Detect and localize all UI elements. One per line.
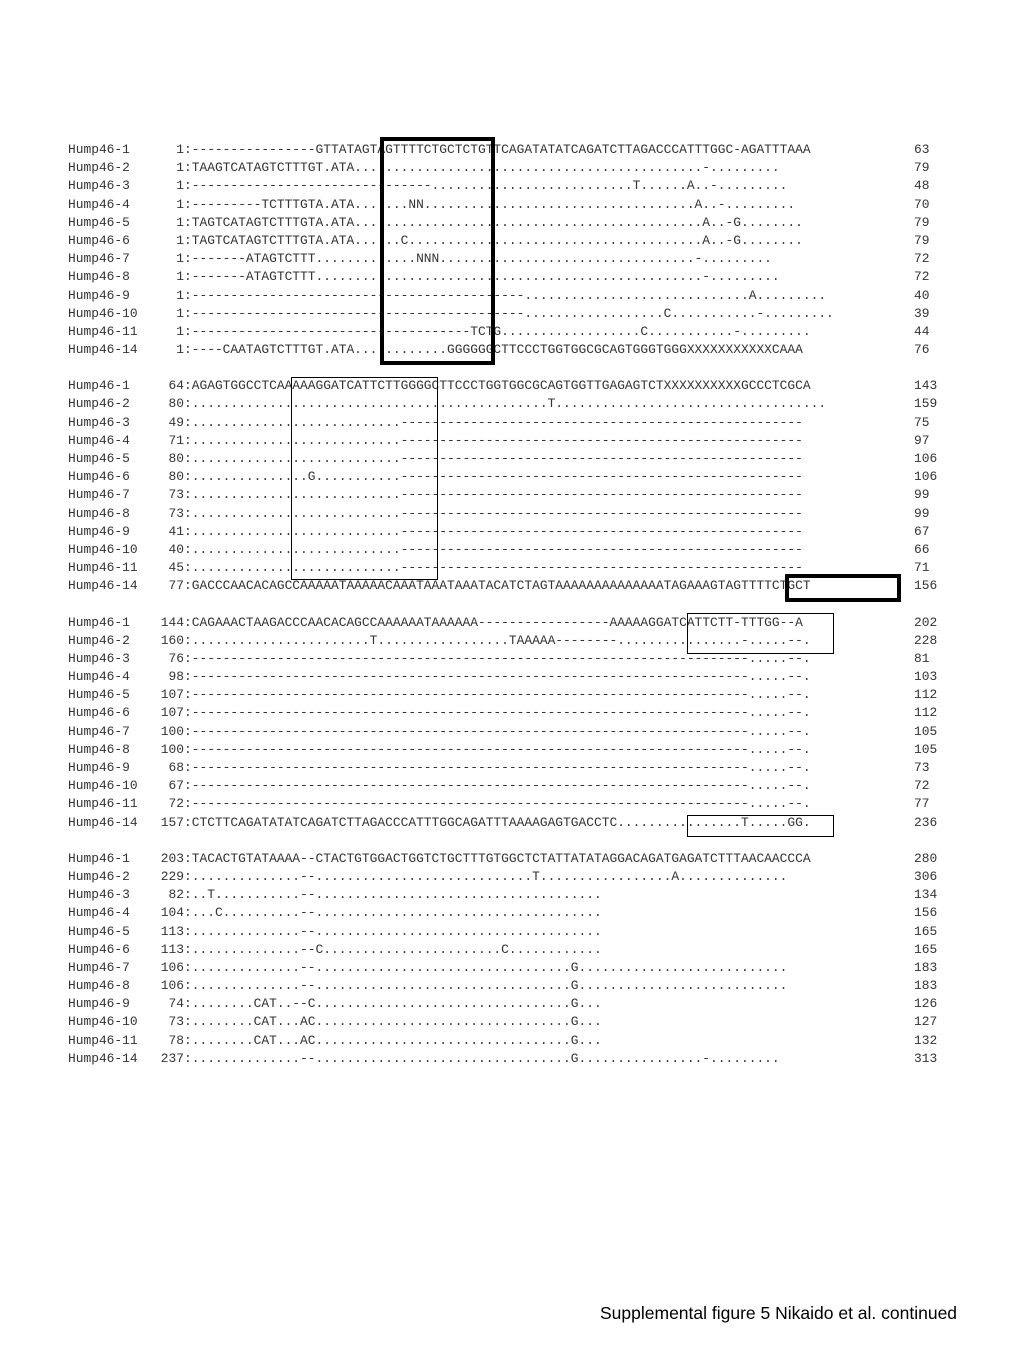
sequence-text: :........CAT...AC.................................G... (184, 1014, 602, 1030)
end-position: 165 (914, 923, 938, 939)
sequence-name: Hump46-8 (68, 269, 130, 285)
start-position: 113 (160, 923, 184, 939)
end-position: 106 (914, 451, 938, 466)
alignment-row (68, 232, 968, 250)
alignment-row (68, 541, 968, 559)
end-position: 76 (914, 342, 930, 358)
alignment-row (68, 886, 968, 904)
start-position: 1 (176, 142, 184, 157)
start-position: 45 (168, 560, 184, 576)
sequence-text: :..............--.................................G........................... (184, 959, 788, 975)
alignment-row (68, 1050, 968, 1068)
alignment-row (68, 214, 968, 232)
sequence-name: Hump46-8 (68, 505, 130, 521)
start-position: 1 (176, 160, 184, 176)
end-position: 132 (914, 1032, 938, 1048)
start-position: 76 (168, 650, 184, 666)
alignment-row (68, 305, 968, 323)
end-position: 156 (914, 578, 938, 594)
alignment-row (68, 287, 968, 305)
alignment-row (68, 868, 968, 886)
sequence-text: :..............--.................................G................-......... (184, 1050, 780, 1066)
start-position: 157 (160, 814, 184, 830)
sequence-name: Hump46-6 (68, 941, 130, 957)
alignment-row (68, 923, 968, 941)
sequence-text: :TAAGTCATAGTCTTTGT.ATA.............................................-......... (184, 160, 780, 176)
sequence-text: :...........................---------------------------------------------------- (184, 414, 803, 430)
start-position: 144 (160, 614, 184, 630)
end-position: 48 (914, 178, 930, 194)
start-position: 80 (168, 451, 184, 466)
start-position: 82 (168, 887, 184, 903)
alignment-row (68, 1032, 968, 1050)
end-position: 127 (914, 1014, 938, 1030)
end-position: 112 (914, 705, 938, 721)
sequence-text: :TAGTCATAGTCTTTGTA.ATA.............................................A..-G........ (184, 214, 803, 230)
start-position: 100 (160, 723, 184, 739)
start-position: 73 (168, 505, 184, 521)
end-position: 99 (914, 505, 930, 521)
sequence-text: :...............G...........---------------------------------------------------- (184, 469, 803, 485)
start-position: 113 (160, 941, 184, 957)
alignment-block (68, 141, 968, 359)
sequence-name: Hump46-9 (68, 523, 130, 539)
alignment-row (68, 1013, 968, 1031)
sequence-text: :...........................---------------------------------------------------- (184, 541, 803, 557)
sequence-text: :-------ATAGTCTTT.............NNN.................................-......... (184, 251, 772, 267)
sequence-name: Hump46-10 (68, 1014, 138, 1030)
alignment-row (68, 432, 968, 450)
end-position: 71 (914, 560, 930, 576)
sequence-name: Hump46-7 (68, 959, 130, 975)
end-position: 63 (914, 142, 930, 157)
alignment-row (68, 486, 968, 504)
sequence-text: :----CAATAGTCTTTGT.ATA............GGGGGGCTTCCCTGGTGGCGCAGTGGGTGGGXXXXXXXXXXXCAAA (184, 342, 803, 358)
end-position: 44 (914, 323, 930, 339)
alignment-row (68, 814, 968, 832)
sequence-name: Hump46-5 (68, 451, 130, 466)
sequence-text: :..............--.................................G........................... (184, 978, 788, 994)
sequence-name: Hump46-14 (68, 578, 138, 594)
sequence-name: Hump46-4 (68, 905, 130, 921)
sequence-name: Hump46-2 (68, 396, 130, 412)
sequence-text: :------------------------------------------------------------------------.....--. (184, 723, 811, 739)
sequence-text: :...C..........--..................................... (184, 905, 602, 921)
sequence-text: :...........................---------------------------------------------------- (184, 451, 803, 466)
start-position: 1 (176, 214, 184, 230)
start-position: 1 (176, 196, 184, 212)
alignment-row (68, 650, 968, 668)
sequence-name: Hump46-1 (68, 142, 130, 157)
end-position: 159 (914, 396, 938, 412)
sequence-name: Hump46-3 (68, 414, 130, 430)
sequence-text: :------------------------------------------------------------------------.....--. (184, 741, 811, 757)
alignment-row (68, 941, 968, 959)
end-position: 79 (914, 214, 930, 230)
end-position: 39 (914, 305, 930, 321)
start-position: 80 (168, 396, 184, 412)
start-position: 107 (160, 705, 184, 721)
end-position: 79 (914, 160, 930, 176)
sequence-text: :..............--C.......................C............ (184, 941, 602, 957)
start-position: 229 (160, 868, 184, 884)
figure-caption: Supplemental figure 5 Nikaido et al. continued (600, 1303, 958, 1323)
sequence-name: Hump46-4 (68, 669, 130, 685)
sequence-text: :........CAT...AC.................................G... (184, 1032, 602, 1048)
end-position: 165 (914, 941, 938, 957)
start-position: 72 (168, 796, 184, 812)
alignment-row (68, 632, 968, 650)
alignment-row (68, 614, 968, 632)
start-position: 77 (168, 578, 184, 594)
start-position: 1 (176, 287, 184, 303)
sequence-name: Hump46-6 (68, 232, 130, 248)
alignment-row (68, 395, 968, 413)
sequence-name: Hump46-4 (68, 432, 130, 448)
sequence-name: Hump46-10 (68, 778, 138, 794)
alignment-row (68, 341, 968, 359)
end-position: 143 (914, 378, 938, 394)
sequence-text: :..T...........--..................................... (184, 887, 602, 903)
start-position: 1 (176, 342, 184, 358)
alignment-row (68, 268, 968, 286)
sequence-text: :...........................---------------------------------------------------- (184, 487, 803, 503)
sequence-text: :.......................T.................TAAAAA--------................-.....--. (184, 632, 811, 648)
alignment-row (68, 995, 968, 1013)
end-position: 70 (914, 196, 930, 212)
sequence-name: Hump46-1 (68, 614, 130, 630)
alignment-row (68, 795, 968, 813)
sequence-name: Hump46-2 (68, 632, 130, 648)
sequence-name: Hump46-14 (68, 1050, 138, 1066)
alignment-block (68, 850, 968, 1068)
alignment-row (68, 559, 968, 577)
sequence-text: :-------------------------------------------..................C...........-......... (184, 305, 834, 321)
end-position: 134 (914, 887, 938, 903)
end-position: 202 (914, 614, 938, 630)
sequence-name: Hump46-1 (68, 378, 130, 394)
sequence-name: Hump46-14 (68, 814, 138, 830)
end-position: 79 (914, 232, 930, 248)
alignment-row (68, 323, 968, 341)
sequence-name: Hump46-6 (68, 469, 130, 485)
sequence-name: Hump46-14 (68, 342, 138, 358)
end-position: 77 (914, 796, 930, 812)
start-position: 74 (168, 996, 184, 1012)
sequence-text: :------------------------------------------------------------------------.....--. (184, 705, 811, 721)
sequence-name: Hump46-7 (68, 251, 130, 267)
end-position: 103 (914, 669, 938, 685)
end-position: 40 (914, 287, 930, 303)
alignment-row (68, 759, 968, 777)
start-position: 78 (168, 1032, 184, 1048)
start-position: 73 (168, 1014, 184, 1030)
sequence-name: Hump46-7 (68, 487, 130, 503)
sequence-text: :------------------------------------TCTG..................C...........-......... (184, 323, 811, 339)
alignment-row (68, 686, 968, 704)
end-position: 105 (914, 741, 938, 757)
start-position: 237 (160, 1050, 184, 1066)
alignment-row (68, 704, 968, 722)
sequence-text: :..............--..................................... (184, 923, 602, 939)
start-position: 1 (176, 178, 184, 194)
sequence-name: Hump46-9 (68, 287, 130, 303)
sequence-text: :------------------------------------------------------------------------.....--. (184, 796, 811, 812)
end-position: 183 (914, 978, 938, 994)
start-position: 64 (168, 378, 184, 394)
sequence-name: Hump46-2 (68, 160, 130, 176)
end-position: 106 (914, 469, 938, 485)
alignment-block (68, 614, 968, 832)
alignment-row (68, 414, 968, 432)
sequence-name: Hump46-11 (68, 560, 138, 576)
end-position: 313 (914, 1050, 938, 1066)
end-position: 156 (914, 905, 938, 921)
sequence-name: Hump46-8 (68, 741, 130, 757)
end-position: 75 (914, 414, 930, 430)
end-position: 306 (914, 868, 938, 884)
sequence-text: :..............................................T................................... (184, 396, 827, 412)
end-position: 67 (914, 523, 930, 539)
end-position: 73 (914, 760, 930, 775)
sequence-text: :GACCCAACACAGCCAAAAATAAAAACAAATAAATAAATACATCTAGTAAAAAAAAAAAAAATAGAAAGTAGTTTTCTGCT (184, 578, 811, 594)
start-position: 67 (168, 778, 184, 794)
start-position: 98 (168, 669, 184, 685)
start-position: 106 (160, 978, 184, 994)
start-position: 80 (168, 469, 184, 485)
sequence-text: :-------ATAGTCTTT..................................................-......... (184, 269, 780, 285)
sequence-name: Hump46-5 (68, 214, 130, 230)
sequence-name: Hump46-5 (68, 687, 130, 703)
alignment-row (68, 377, 968, 395)
start-position: 203 (160, 850, 184, 866)
sequence-name: Hump46-5 (68, 923, 130, 939)
sequence-text: :TACACTGTATAAAA--CTACTGTGGACTGGTCTGCTTTGTGGCTCTATTATATAGGACAGATGAGATCTTTAACAACCCA (184, 850, 811, 866)
start-position: 106 (160, 959, 184, 975)
sequence-name: Hump46-7 (68, 723, 130, 739)
sequence-text: :------------------------------------------------------------------------.....--. (184, 669, 811, 685)
sequence-name: Hump46-2 (68, 868, 130, 884)
sequence-name: Hump46-6 (68, 705, 130, 721)
sequence-name: Hump46-1 (68, 850, 130, 866)
sequence-text: :...........................---------------------------------------------------- (184, 432, 803, 448)
sequence-name: Hump46-11 (68, 323, 138, 339)
start-position: 73 (168, 487, 184, 503)
alignment-row (68, 977, 968, 995)
sequence-text: :------------------------------------------------------------------------.....--. (184, 778, 811, 794)
alignment-row (68, 141, 968, 159)
sequence-text: :CAGAAACTAAGACCCAACACAGCCAAAAAATAAAAAA-----------------AAAAAGGATCATTCTT-TTTGG--A (184, 614, 803, 630)
end-position: 66 (914, 541, 930, 557)
alignment-row (68, 250, 968, 268)
end-position: 81 (914, 650, 930, 666)
start-position: 1 (176, 269, 184, 285)
start-position: 68 (168, 760, 184, 775)
end-position: 126 (914, 996, 938, 1012)
start-position: 40 (168, 541, 184, 557)
alignment-row (68, 850, 968, 868)
sequence-text: :----------------GTTATAGTAGTTTTCTGCTCTGTTCAGATATATCAGATCTTAGACCCATTTGGC-AGATTTAAA (184, 142, 811, 157)
start-position: 104 (160, 905, 184, 921)
end-position: 97 (914, 432, 930, 448)
start-position: 49 (168, 414, 184, 430)
sequence-text: :------------------------------------------------------------------------.....--. (184, 650, 811, 666)
start-position: 71 (168, 432, 184, 448)
alignment-row (68, 741, 968, 759)
sequence-name: Hump46-4 (68, 196, 130, 212)
sequence-text: :AGAGTGGCCTCAAAAAGGATCATTCTTGGGGCTTCCCTGGTGGCGCAGTGGTTGAGAGTCTXXXXXXXXXXGCCCTCGCA (184, 378, 811, 394)
sequence-name: Hump46-3 (68, 178, 130, 194)
sequence-name: Hump46-9 (68, 996, 130, 1012)
end-position: 228 (914, 632, 938, 648)
sequence-text: :CTCTTCAGATATATCAGATCTTAGACCCATTTGGCAGATTTAAAAGAGTGACCTC................T.....GG. (184, 814, 811, 830)
end-position: 72 (914, 251, 930, 267)
start-position: 1 (176, 305, 184, 321)
alignment-row (68, 505, 968, 523)
sequence-text: :...........................---------------------------------------------------- (184, 560, 803, 576)
sequence-text: :------------------------------------------------------------------------.....--. (184, 760, 811, 775)
sequence-text: :-------------------------------------------.............................A......... (184, 287, 827, 303)
start-position: 1 (176, 251, 184, 267)
sequence-text: :...........................---------------------------------------------------- (184, 505, 803, 521)
alignment-block (68, 377, 968, 595)
start-position: 107 (160, 687, 184, 703)
alignment-row (68, 523, 968, 541)
alignment-row (68, 668, 968, 686)
sequence-text: :TAGTCATAGTCTTTGTA.ATA......C......................................A..-G........ (184, 232, 803, 248)
end-position: 280 (914, 850, 938, 866)
end-position: 105 (914, 723, 938, 739)
sequence-text: :...........................---------------------------------------------------- (184, 523, 803, 539)
sequence-text: :---------TCTTTGTA.ATA.......NN...................................A..-......... (184, 196, 796, 212)
alignment-row (68, 577, 968, 595)
sequence-text: :-------------------------------..........................T......A..-......... (184, 178, 788, 194)
alignment-row (68, 723, 968, 741)
alignment-row (68, 450, 968, 468)
start-position: 41 (168, 523, 184, 539)
end-position: 99 (914, 487, 930, 503)
alignment-row (68, 468, 968, 486)
end-position: 236 (914, 814, 938, 830)
end-position: 183 (914, 959, 938, 975)
sequence-text: :..............--............................T.................A.............. (184, 868, 788, 884)
start-position: 100 (160, 741, 184, 757)
sequence-name: Hump46-10 (68, 305, 138, 321)
start-position: 1 (176, 232, 184, 248)
sequence-name: Hump46-9 (68, 760, 130, 775)
alignment-row (68, 959, 968, 977)
alignment-row (68, 177, 968, 195)
alignment-row (68, 904, 968, 922)
alignment-row (68, 196, 968, 214)
sequence-name: Hump46-11 (68, 1032, 138, 1048)
sequence-name: Hump46-3 (68, 650, 130, 666)
start-position: 1 (176, 323, 184, 339)
start-position: 160 (160, 632, 184, 648)
sequence-name: Hump46-3 (68, 887, 130, 903)
end-position: 72 (914, 778, 930, 794)
sequence-text: :------------------------------------------------------------------------.....--. (184, 687, 811, 703)
sequence-alignment (68, 141, 968, 1086)
sequence-name: Hump46-11 (68, 796, 138, 812)
alignment-row (68, 159, 968, 177)
sequence-text: :........CAT..--C.................................G... (184, 996, 602, 1012)
end-position: 112 (914, 687, 938, 703)
end-position: 72 (914, 269, 930, 285)
sequence-name: Hump46-10 (68, 541, 138, 557)
alignment-row (68, 777, 968, 795)
sequence-name: Hump46-8 (68, 978, 130, 994)
